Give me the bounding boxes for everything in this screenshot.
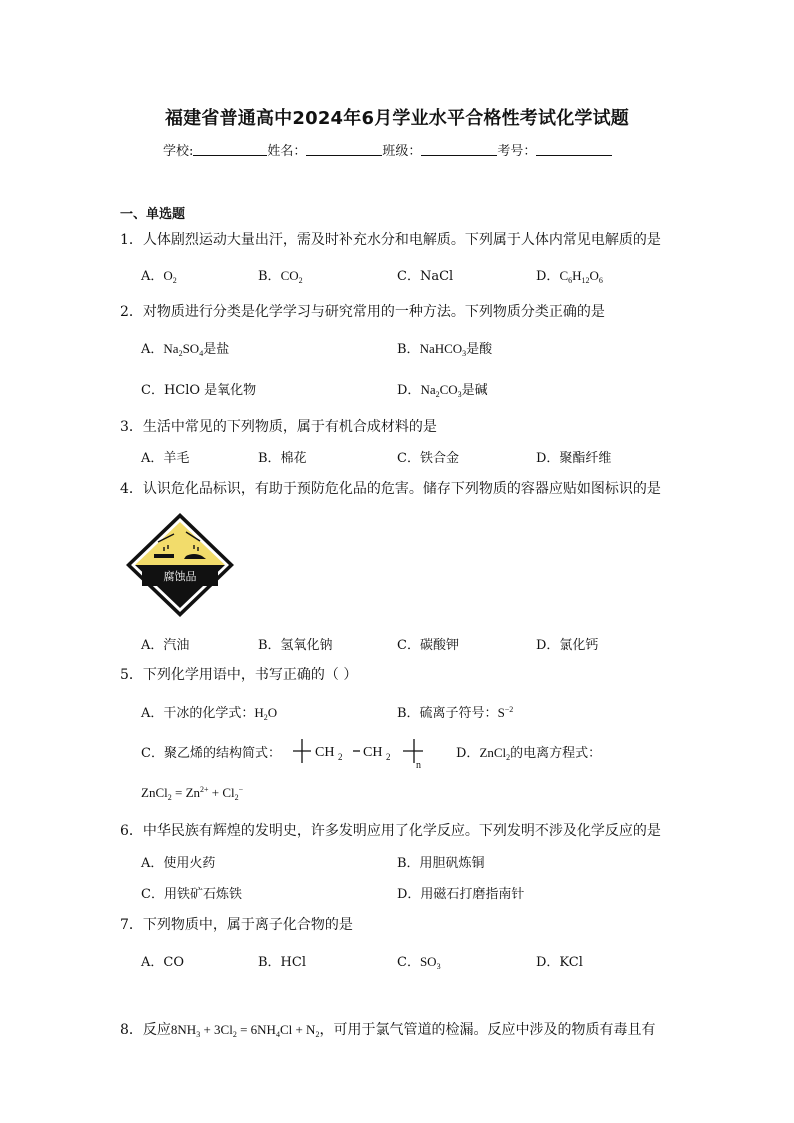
svg-text:n: n	[416, 760, 421, 769]
svg-text:CH: CH	[315, 745, 335, 760]
q6-stem: 6．中华民族有辉煌的发明史，许多发明应用了化学反应。下列发明不涉及化学反应的是	[120, 823, 661, 839]
sign-label: 腐蚀品	[163, 570, 197, 583]
q7-option-a[interactable]: A．CO	[141, 955, 184, 970]
q8-stem: 8．反应$8NH_3 + 3Cl_2 = 6NH_4Cl + N_2$，可用于氯气管道的检漏。反应中涉及的物质有毒且有	[120, 1022, 656, 1039]
q7-option-c[interactable]: C．$SO_3$	[397, 954, 441, 971]
q2-option-d[interactable]: D．$Na_2CO_3$是碱	[397, 382, 488, 399]
q3-option-a[interactable]: A．羊毛	[141, 451, 190, 466]
svg-text:CH: CH	[363, 745, 383, 760]
q2-option-a[interactable]: A．$Na_2SO_4$是盐	[141, 341, 230, 358]
q5-option-a[interactable]: A．干冰的化学式：$H_2O$	[141, 705, 278, 722]
corrosive-hazard-icon	[124, 512, 236, 618]
q3-option-b[interactable]: B．棉花	[258, 451, 307, 466]
name-label: 姓名：	[267, 144, 307, 159]
class-label: 班级：	[382, 144, 422, 159]
polyethylene-formula	[291, 735, 431, 769]
q7-option-d[interactable]: D．KCl	[536, 955, 583, 970]
name-blank[interactable]	[306, 143, 382, 156]
q5-option-b[interactable]: B．硫离子符号：$S^{-2}$	[397, 705, 514, 721]
number-label: 考号：	[497, 144, 537, 159]
q6-option-c[interactable]: C．用铁矿石炼铁	[141, 887, 242, 902]
q2-stem: 2．对物质进行分类是化学学习与研究常用的一种方法。下列物质分类正确的是	[120, 304, 605, 320]
q3-option-c[interactable]: C．铁合金	[397, 451, 459, 466]
q6-option-a[interactable]: A．使用火药	[141, 856, 216, 871]
q6-option-d[interactable]: D．用磁石打磨指南针	[397, 887, 525, 902]
q4-option-c[interactable]: C．碳酸钾	[397, 638, 459, 653]
svg-text:2: 2	[338, 752, 343, 762]
school-blank[interactable]	[193, 143, 267, 156]
q5-stem: 5．下列化学用语中，书写正确的（ ）	[120, 667, 358, 683]
class-blank[interactable]	[421, 143, 497, 156]
q2-option-b[interactable]: B．NaHCO$_3$是酸	[397, 341, 493, 358]
q1-option-d[interactable]: D．$C_6H_{12}O_6$	[536, 268, 603, 285]
q3-option-d[interactable]: D．聚酯纤维	[536, 451, 612, 466]
number-blank[interactable]	[536, 143, 612, 156]
q6-option-b[interactable]: B．用胆矾炼铜	[397, 856, 485, 871]
q7-stem: 7．下列物质中，属于离子化合物的是	[120, 917, 353, 933]
q4-option-a[interactable]: A．汽油	[141, 638, 190, 653]
q5-option-d-equation: ZnCl$_2$ = $Zn^{2+} + Cl_2^-$	[141, 785, 244, 802]
student-info-line	[163, 140, 612, 159]
section-heading: 一、单选题	[120, 207, 186, 222]
q1-stem: 1．人体剧烈运动大量出汗，需及时补充水分和电解质。下列属于人体内常见电解质的是	[120, 232, 661, 248]
svg-text:2: 2	[386, 752, 391, 762]
q4-stem: 4．认识危化品标识，有助于预防危化品的危害。储存下列物质的容器应贴如图标识的是	[120, 481, 661, 497]
q4-option-d[interactable]: D．氯化钙	[536, 638, 599, 653]
q1-option-c[interactable]: C．NaCl	[397, 269, 454, 284]
q5-option-c[interactable]: C．聚乙烯的结构简式：	[141, 746, 281, 761]
q4-option-b[interactable]: B．氢氧化钠	[258, 638, 333, 653]
q3-stem: 3．生活中常见的下列物质，属于有机合成材料的是	[120, 419, 437, 435]
q1-option-a[interactable]: A．$O_2$	[141, 268, 177, 285]
q2-option-c[interactable]: C．HClO 是氧化物	[141, 383, 257, 398]
school-label: 学校:	[163, 144, 194, 159]
q7-option-b[interactable]: B．HCl	[258, 955, 306, 970]
q5-option-d[interactable]: D．ZnCl$_2$的电离方程式：	[456, 745, 602, 762]
q1-option-b[interactable]: B．$CO_2$	[258, 268, 303, 285]
page-title: 福建省普通高中2024年6月学业水平合格性考试化学试题	[164, 108, 630, 129]
